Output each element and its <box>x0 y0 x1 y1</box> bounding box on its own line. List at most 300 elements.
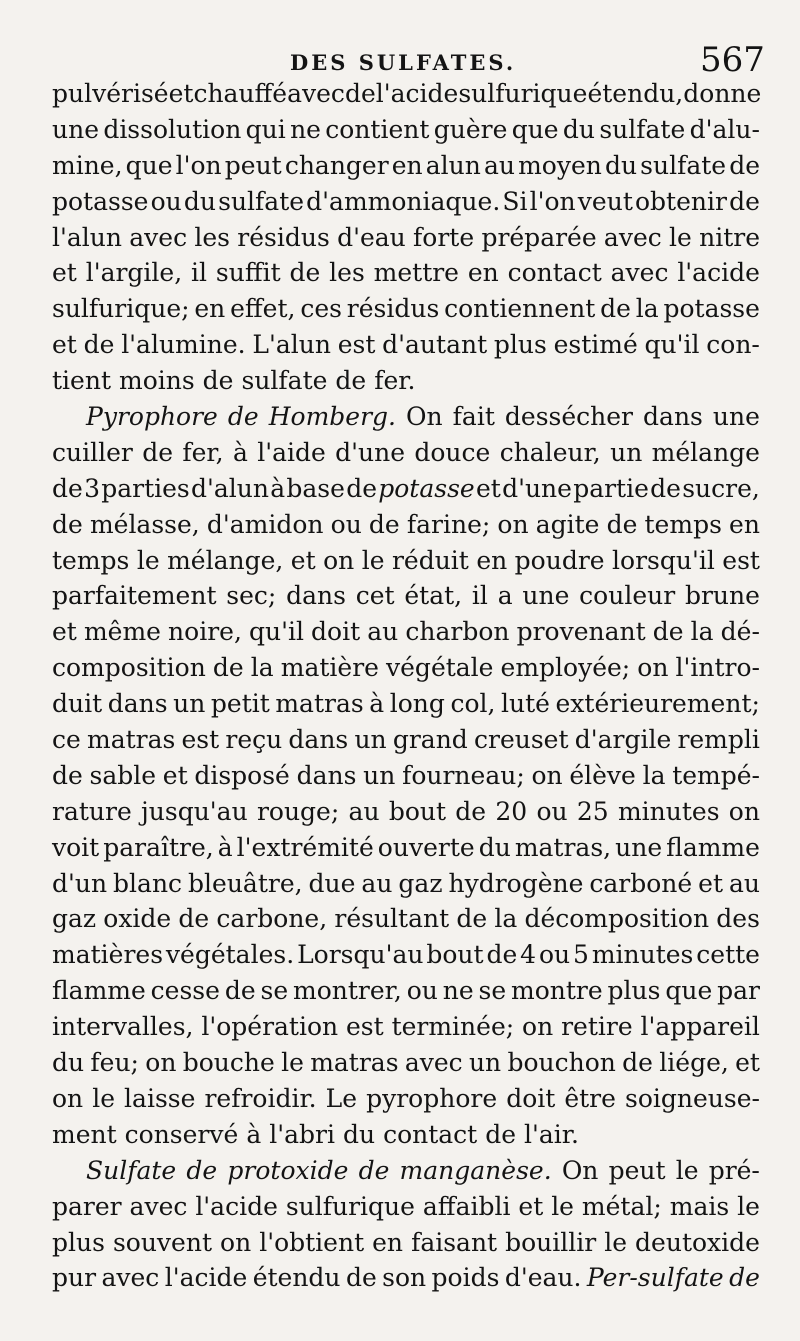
word: parties <box>101 473 190 503</box>
word: un <box>363 760 396 790</box>
word: cesse <box>150 976 220 1006</box>
word: un <box>610 437 643 467</box>
word: pyrophore <box>366 1083 498 1113</box>
word: fer. <box>374 366 416 396</box>
word: bouchon <box>507 1048 616 1078</box>
word: à <box>232 437 248 467</box>
word: due <box>308 868 356 898</box>
word: cet <box>355 581 395 611</box>
text-line <box>52 112 760 148</box>
word: tempé- <box>672 760 760 790</box>
word: suffit <box>215 258 281 288</box>
text-line <box>52 578 760 614</box>
word: de <box>606 509 638 539</box>
word: matras, <box>514 832 612 862</box>
word: de <box>485 1119 517 1149</box>
word: on <box>52 1083 84 1113</box>
word: le <box>604 1227 628 1257</box>
text-line <box>52 1153 760 1189</box>
word: col, <box>450 689 496 719</box>
word: poudre <box>514 545 605 575</box>
word: de <box>729 186 760 216</box>
word: alun <box>425 150 481 180</box>
word: la <box>635 294 659 324</box>
word: d'amidon <box>206 509 324 539</box>
word: on <box>220 1227 252 1257</box>
word: dans <box>288 725 349 755</box>
word: terminée; <box>391 1012 515 1042</box>
word: petit <box>210 689 270 719</box>
word: agite <box>535 509 600 539</box>
word: pré- <box>708 1155 760 1185</box>
word: brune <box>684 581 760 611</box>
text-line <box>52 363 760 399</box>
word: Pyrophore <box>86 402 218 432</box>
word: au <box>483 150 515 180</box>
word: chauffé <box>193 79 288 108</box>
word: se <box>478 976 507 1006</box>
word: de <box>186 1155 218 1185</box>
word: paraître, <box>103 832 214 862</box>
word: cuiller <box>52 437 133 467</box>
word: de <box>83 330 115 360</box>
word: ou <box>330 509 362 539</box>
word: potasse <box>378 473 475 503</box>
word: peut <box>608 1155 666 1185</box>
word: l'abri <box>269 1119 335 1149</box>
word: il <box>471 581 488 611</box>
word: il <box>191 258 208 288</box>
text-line <box>52 507 760 543</box>
word: cette <box>696 940 760 970</box>
word: jusqu'au <box>141 796 248 826</box>
text-line <box>52 184 760 220</box>
word: l'acide <box>164 1263 248 1293</box>
word: sulfurique <box>458 79 588 108</box>
text-line <box>52 327 760 363</box>
word: chaleur, <box>499 437 601 467</box>
word: con- <box>706 330 760 360</box>
text-line <box>52 291 760 327</box>
word: en <box>476 545 508 575</box>
word: est <box>181 725 220 755</box>
word: intervalles, <box>52 1012 194 1042</box>
word: Per-sulfate <box>586 1263 724 1293</box>
word: l'acide <box>677 258 760 288</box>
word: potasse <box>52 186 149 216</box>
word: on <box>323 545 355 575</box>
word: avec <box>129 1191 188 1221</box>
word: le <box>737 1191 760 1221</box>
word: souvent <box>112 1227 213 1257</box>
word: on <box>531 760 563 790</box>
word: 3 <box>84 473 100 503</box>
word: du <box>562 114 596 144</box>
word: bleuâtre, <box>188 868 303 898</box>
word: blanc <box>113 868 183 898</box>
word: d'argile <box>574 725 672 755</box>
word: par <box>717 976 760 1006</box>
word: farine; <box>406 509 491 539</box>
word: tient <box>52 366 111 396</box>
word: voit <box>52 832 100 862</box>
word: du <box>183 186 216 216</box>
word: du <box>604 150 638 180</box>
word: qui <box>245 114 286 144</box>
word: décomposition <box>524 904 710 934</box>
text-line <box>52 399 760 435</box>
word: l'on <box>529 186 576 216</box>
word: de <box>344 79 376 108</box>
word: dans <box>286 581 346 611</box>
page-number: 567 <box>700 40 765 80</box>
word: 5 <box>573 940 589 970</box>
word: de <box>142 437 174 467</box>
word: l'alun <box>52 222 122 252</box>
word: l'opération <box>201 1012 339 1042</box>
word: avec <box>101 1263 160 1293</box>
word: même <box>83 617 161 647</box>
word: contact <box>507 258 602 288</box>
text-line <box>52 1117 760 1153</box>
word: sulfate <box>640 150 727 180</box>
word: 20 <box>495 796 528 826</box>
text-line <box>52 758 760 794</box>
word: en <box>194 294 226 324</box>
word: les <box>194 222 230 252</box>
word: de <box>486 940 518 970</box>
word: le <box>675 1155 699 1185</box>
word: une <box>52 114 99 144</box>
word: de <box>600 294 631 324</box>
word: une <box>712 402 760 432</box>
word: parer <box>52 1191 122 1221</box>
word: un <box>173 689 206 719</box>
word: et <box>162 760 188 790</box>
word: on <box>728 796 760 826</box>
word: l'argile, <box>85 258 183 288</box>
word: Homberg. <box>268 402 396 432</box>
word: reçu <box>225 725 283 755</box>
word: de <box>358 1155 390 1185</box>
word: contiennent <box>444 294 596 324</box>
word: couleur <box>579 581 676 611</box>
word: ce <box>52 725 81 755</box>
word: d'autant <box>382 330 488 360</box>
word: affaibli <box>422 1191 511 1221</box>
word: charbon <box>405 617 510 647</box>
word: réduit <box>391 545 469 575</box>
word: de <box>335 366 367 396</box>
word: forte <box>413 222 475 252</box>
word: matras <box>310 1048 399 1078</box>
word: ne <box>442 976 474 1006</box>
word: laisse <box>124 1083 196 1113</box>
word: que <box>511 114 559 144</box>
word: de <box>622 1048 653 1078</box>
word: le <box>92 1083 115 1113</box>
word: et <box>290 545 316 575</box>
word: creuset <box>474 725 569 755</box>
word: carbone, <box>216 904 328 934</box>
text-line <box>52 794 760 830</box>
word: rempli <box>677 725 760 755</box>
word: on <box>145 1048 177 1078</box>
word: le <box>136 545 160 575</box>
word: obtenir <box>635 186 727 216</box>
word: bout <box>388 796 447 826</box>
text-line <box>52 1260 760 1296</box>
text-line <box>52 76 760 112</box>
word: l'aide <box>257 437 326 467</box>
word: d'une <box>502 473 572 503</box>
word: on <box>637 653 669 683</box>
word: une <box>615 832 663 862</box>
word: la <box>690 617 714 647</box>
text-line <box>52 1081 760 1117</box>
word: noire, <box>168 617 242 647</box>
word: provenant <box>516 617 646 647</box>
word: métal; <box>581 1191 662 1221</box>
word: l'obtient <box>259 1227 365 1257</box>
word: un <box>354 725 387 755</box>
word: a <box>497 581 513 611</box>
text-line <box>52 937 760 973</box>
word: conservé <box>124 1119 239 1149</box>
word: le <box>551 1191 574 1221</box>
word: moins <box>118 366 195 396</box>
word: duit <box>52 689 103 719</box>
word: végétales. <box>165 940 295 970</box>
word: l'extrémité <box>236 832 374 862</box>
word: le <box>281 1048 304 1078</box>
word: ouverte <box>377 832 475 862</box>
word: faisant <box>411 1227 498 1257</box>
word: mais <box>669 1191 730 1221</box>
word: du <box>478 832 511 862</box>
word: dissolution <box>103 114 242 144</box>
word: le <box>669 222 692 252</box>
word: d'ammoniaque. <box>306 186 501 216</box>
text-line <box>52 614 760 650</box>
word: de <box>52 473 83 503</box>
word: de <box>289 258 321 288</box>
word: carboné <box>589 868 693 898</box>
word: au <box>348 796 380 826</box>
word: de <box>202 366 234 396</box>
word: lorsqu'il <box>612 545 715 575</box>
word: de <box>178 904 210 934</box>
text-line <box>52 1045 760 1081</box>
word: qu'il <box>644 330 700 360</box>
word: minutes <box>617 796 720 826</box>
word: d'eau. <box>504 1263 582 1293</box>
word: sulfate <box>241 366 328 396</box>
text-line <box>52 686 760 722</box>
word: on <box>497 509 529 539</box>
word: et <box>52 330 77 360</box>
word: avec <box>610 258 669 288</box>
word: des <box>716 904 760 934</box>
word: doit <box>506 1083 556 1113</box>
word: montrer, <box>293 976 402 1006</box>
word: manganèse. <box>399 1155 552 1185</box>
text-line <box>52 973 760 1009</box>
word: de <box>729 1263 760 1293</box>
word: de <box>52 509 83 539</box>
word: et <box>168 79 194 108</box>
text-line <box>52 650 760 686</box>
word: feu; <box>90 1048 139 1078</box>
word: disposé <box>194 760 290 790</box>
word: sec; <box>226 581 277 611</box>
word: est <box>722 545 760 575</box>
body-text <box>52 76 760 1296</box>
word: 25 <box>576 796 609 826</box>
word: extérieurement; <box>555 689 760 719</box>
word: résidus <box>346 294 440 324</box>
word: mine, <box>52 150 123 180</box>
running-head: DES SULFATES. <box>290 50 517 75</box>
word: composition <box>52 653 206 683</box>
word: ou <box>406 976 438 1006</box>
word: matras <box>275 689 364 719</box>
text-line <box>52 543 760 579</box>
word: étendu <box>252 1263 341 1293</box>
word: fer, <box>182 437 224 467</box>
word: sulfate <box>218 186 305 216</box>
word: dessécher <box>504 402 634 432</box>
word: sucre, <box>682 473 760 503</box>
word: grand <box>392 725 468 755</box>
word: bouillir <box>505 1227 597 1257</box>
word: est <box>346 1012 384 1042</box>
word: les <box>329 258 365 288</box>
word: dans <box>107 689 168 719</box>
word: contact <box>383 1119 478 1149</box>
word: nitre <box>699 222 760 252</box>
word: préparée <box>481 222 597 252</box>
word: doit <box>311 617 361 647</box>
word: et <box>52 258 77 288</box>
word: l'intro- <box>675 653 760 683</box>
word: effet, <box>230 294 296 324</box>
word: rouge; <box>256 796 340 826</box>
word: 4 <box>520 940 537 970</box>
word: oxide <box>103 904 172 934</box>
word: matière <box>280 653 379 683</box>
word: et <box>475 473 501 503</box>
word: de <box>227 402 259 432</box>
word: matières <box>52 940 164 970</box>
word: de <box>346 473 377 503</box>
word: douce <box>414 437 491 467</box>
text-line <box>52 1009 760 1045</box>
word: de <box>224 976 256 1006</box>
word: l'air. <box>524 1119 579 1149</box>
word: d'eau <box>337 222 406 252</box>
word: estimé <box>553 330 638 360</box>
word: mélange, <box>167 545 284 575</box>
word: avec <box>129 222 188 252</box>
word: la <box>250 653 274 683</box>
word: d'une <box>335 437 406 467</box>
word: fourneau; <box>402 760 525 790</box>
word: ces <box>300 294 342 324</box>
word: et <box>52 617 77 647</box>
word: à <box>270 473 286 503</box>
word: au <box>361 868 393 898</box>
word: on <box>522 1012 554 1042</box>
word: On <box>561 1155 599 1185</box>
word: retire <box>561 1012 633 1042</box>
word: matras <box>86 725 176 755</box>
word: de <box>729 150 760 180</box>
word: ou <box>538 940 571 970</box>
word: pur <box>52 1263 97 1293</box>
word: de <box>652 617 684 647</box>
text-line <box>52 866 760 902</box>
word: contient <box>325 114 430 144</box>
word: base <box>286 473 345 503</box>
word: poids <box>431 1263 500 1293</box>
word: de <box>345 1263 377 1293</box>
word: en <box>729 509 760 539</box>
word: étendu, <box>587 79 684 108</box>
word: flamme <box>52 976 146 1006</box>
word: bouche <box>182 1048 275 1078</box>
word: refroidir. <box>204 1083 317 1113</box>
word: que <box>665 976 713 1006</box>
word: est <box>337 330 376 360</box>
word: être <box>564 1083 616 1113</box>
word: luté <box>501 689 550 719</box>
word: plus <box>493 330 547 360</box>
text-line <box>52 435 760 471</box>
word: en <box>467 258 499 288</box>
word: l'on <box>175 150 222 180</box>
word: sable <box>89 760 157 790</box>
word: se <box>260 976 289 1006</box>
word: avec <box>287 79 345 108</box>
word: végétale <box>386 653 494 683</box>
word: sulfurique; <box>52 294 190 324</box>
word: d'alu- <box>689 114 760 144</box>
word: et <box>518 1191 544 1221</box>
word: l'alumine. <box>121 330 246 360</box>
text-line <box>52 1225 760 1261</box>
word: l'appareil <box>640 1012 760 1042</box>
word: d'un <box>52 868 108 898</box>
word: temps <box>644 509 722 539</box>
word: hydrogène <box>448 868 584 898</box>
word: de <box>52 760 83 790</box>
word: changer <box>284 150 389 180</box>
word: deutoxide <box>635 1227 760 1257</box>
word: un <box>468 1048 502 1078</box>
word: la <box>494 904 518 934</box>
text-line <box>52 471 760 507</box>
word: L'alun <box>252 330 331 360</box>
word: en <box>391 150 423 180</box>
word: montre <box>511 976 603 1006</box>
word: à <box>369 689 385 719</box>
text-line <box>52 255 760 291</box>
word: du <box>342 1119 376 1149</box>
word: soigneuse- <box>624 1083 760 1113</box>
word: avec <box>404 1048 463 1078</box>
word: plus <box>52 1227 105 1257</box>
